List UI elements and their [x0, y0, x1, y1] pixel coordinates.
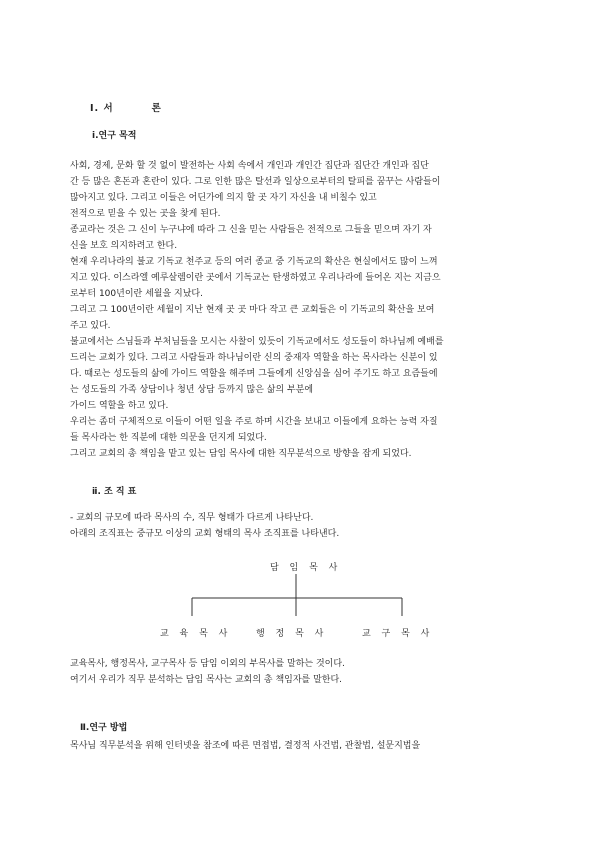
paragraph-line: 신을 보호 의지하려고 한다. [70, 241, 178, 251]
section-title-method: Ⅱ.연구 방법 [80, 723, 128, 733]
org-node-admin-pastor: 행 정 목 사 [256, 629, 328, 639]
paragraph-line: 로부터 100년이란 세월을 지났다. [70, 289, 203, 299]
org-node-education-pastor: 교 육 목 사 [160, 629, 232, 639]
paragraph-line: 드리는 교회가 있다. 그리고 사람들과 하나님이란 신의 중재자 역할을 하는 목사라는 신분이 있 [70, 353, 438, 363]
paragraph-line: 우리는 좀더 구체적으로 이들이 어떤 일을 주로 하며 시간을 보내고 이들에게 요하는 능력 자질 [70, 417, 438, 427]
paragraph-line: 주고 있다. [70, 321, 111, 331]
org-node-senior-pastor: 담 임 목 사 [270, 563, 342, 573]
paragraph-line: 그리고 그 100년이란 세월이 지난 현재 곳 곳 마다 작고 큰 교회들은 이 기독교의 확산을 보여 [70, 305, 435, 315]
org-intro-line: - 교회의 규모에 따라 목사의 수, 직무 형태가 다르게 나타난다. [70, 513, 314, 523]
method-line: 목사님 직무분석을 위해 인터넷을 참조에 따른 면접법, 결정적 사건법, 관찰법, 설문지법을 [70, 741, 421, 751]
paragraph-line: 많아지고 있다. 그리고 이들은 어딘가에 의지 할 곳 자기 자신을 내 비칠수 있고 [70, 193, 377, 203]
org-intro-line: 아래의 조직표는 중규모 이상의 교회 형태의 목사 조직표를 나타낸다. [70, 529, 340, 539]
org-note-line: 여기서 우리가 직무 분석하는 담임 목사는 교회의 총 책임자를 말한다. [70, 675, 343, 685]
org-node-district-pastor: 교 구 목 사 [362, 629, 434, 639]
paragraph-line: 사회, 경제, 문화 할 것 없이 발전하는 사회 속에서 개인과 개인간 집단과 집단간 개인과 집단 [70, 161, 429, 171]
paragraph-line: 불교에서는 스님들과 부처님들을 모시는 사찰이 있듯이 기독교에서도 성도들이 하나님께 예배를 [70, 337, 444, 347]
paragraph-line: 현재 우리나라의 불교 기독교 천주교 등의 여러 종교 중 기독교의 확산은 현실에서도 많이 느껴 [70, 257, 438, 267]
paragraph-line: 그리고 교회의 총 책임을 맡고 있는 담임 목사에 대한 직무분석으로 방향을 잡게 되었다. [70, 449, 412, 459]
paragraph-line: 들 목사라는 한 직분에 대한 의문을 던지게 되었다. [70, 433, 267, 443]
paragraph-line: 가이드 역할을 하고 있다. [70, 401, 169, 411]
paragraph-line: 전적으로 믿을 수 있는 곳을 찾게 된다. [70, 209, 221, 219]
paragraph-line: 종교라는 것은 그 신이 누구냐에 따라 그 신을 믿는 사람들은 전적으로 그들을 믿으며 자기 자 [70, 225, 432, 235]
chapter-heading-number: Ⅰ. 서 [90, 103, 114, 114]
section-title-purpose: ⅰ.연구 목적 [92, 131, 137, 141]
paragraph-line: 는 성도들의 가족 상담이나 청년 상담 등까지 많은 삶의 부분에 [70, 385, 314, 395]
paragraph-line: 다. 때로는 성도들의 삶에 가이드 역할을 해주며 그들에게 신앙심을 심어 주기도 하고 요즘들에 [70, 369, 438, 379]
section-title-org-chart: ⅱ. 조 직 표 [92, 487, 137, 497]
paragraph-line: 간 등 많은 혼돈과 혼란이 있다. 그로 인한 많은 탈선과 일상으로부터의 탈피를 꿈꾸는 사람들이 [70, 177, 441, 187]
paragraph-line: 지고 있다. 이스라엘 예루살렘이란 곳에서 기독교는 탄생하였고 우리나라에 들어온 지는 지금으 [70, 273, 441, 283]
org-note-line: 교육목사, 행정목사, 교구목사 등 담임 이외의 부목사를 말하는 것이다. [70, 659, 345, 669]
chapter-heading-word: 론 [151, 103, 162, 114]
